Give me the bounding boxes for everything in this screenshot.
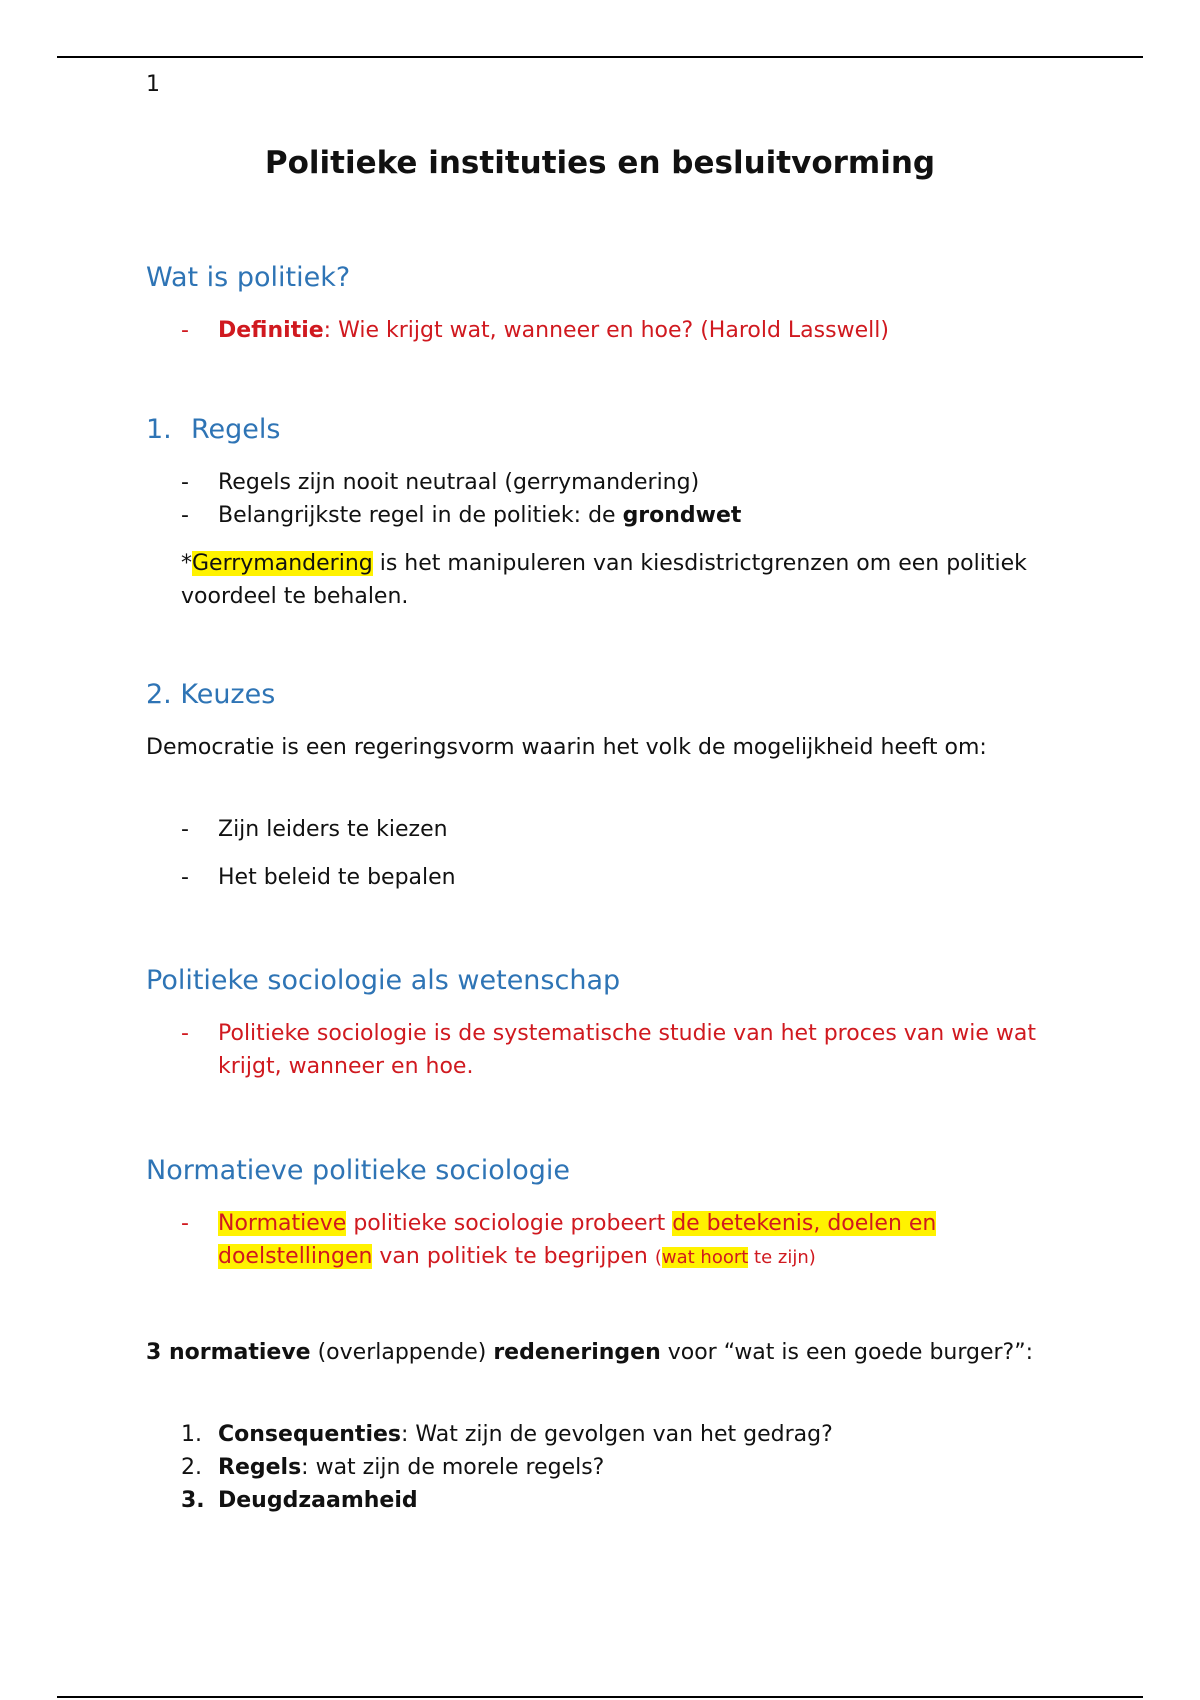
list-item-text: Zijn leiders te kiezen	[218, 817, 448, 842]
list-item-text: Belangrijkste regel in de politiek: de	[218, 503, 623, 528]
bullet-dash: -	[181, 865, 189, 890]
gerrymandering-term: Gerrymandering	[192, 551, 373, 576]
grondwet-term: grondwet	[622, 503, 742, 528]
heading-wat-is-politiek: Wat is politiek?	[146, 262, 351, 293]
item-bold: Deugdzaamheid	[218, 1488, 418, 1513]
wat-hoort-highlight: wat hoort	[661, 1247, 749, 1268]
item-text: : Wat zijn de gevolgen van het gedrag?	[401, 1422, 833, 1447]
heading-regels	[146, 412, 280, 448]
bullet-dash: -	[181, 503, 189, 528]
bullet-dash: -	[181, 470, 189, 495]
page-number: 1	[146, 72, 160, 97]
keuzes-intro: Democratie is een regeringsvorm waarin het volk de mogelijkheid heeft om:	[146, 735, 987, 760]
bullet-dash: -	[181, 817, 189, 842]
intro-bold-1: 3 normatieve	[146, 1340, 311, 1365]
bullet-dash: -	[181, 1211, 189, 1236]
footer-rule	[57, 1696, 1143, 1698]
heading-regels-number: 1.	[146, 414, 172, 445]
normatieve-term: Normatieve	[218, 1211, 347, 1236]
betekenis-highlight: de betekenis, doelen en doelstellingen	[218, 1211, 937, 1269]
bullet-dash: -	[181, 318, 189, 343]
definitie-text: : Wie krijgt wat, wanneer en hoe? (Harold Lasswell)	[323, 318, 889, 343]
note-text: is het manipuleren van kiesdistrictgrenzen om een politiek voordeel te behalen.	[181, 551, 1027, 609]
list-item-regels-1	[181, 466, 1051, 499]
intro-text-2: voor “wat is een goede burger?”:	[660, 1340, 1034, 1365]
list-item-text: Regels zijn nooit neutraal (gerrymandering)	[218, 470, 700, 495]
intro-text-1: (overlappende)	[310, 1340, 494, 1365]
bullet-dash: -	[181, 1021, 189, 1046]
note-close-text: te zijn)	[748, 1247, 816, 1268]
item-bold: Regels	[218, 1455, 302, 1480]
heading-regels-text: Regels	[191, 414, 281, 445]
note-asterisk: *	[181, 551, 192, 576]
note-open-paren: (	[654, 1247, 662, 1268]
redeneringen-intro	[146, 1336, 1036, 1369]
list-item-regels	[181, 1451, 1051, 1484]
list-item-deugdzaamheid	[181, 1484, 1051, 1517]
heading-politieke-sociologie: Politieke sociologie als wetenschap	[146, 965, 621, 996]
normatieve-text-1: politieke sociologie probeert	[346, 1211, 673, 1236]
heading-keuzes: 2. Keuzes	[146, 679, 276, 710]
item-text: : wat zijn de morele regels?	[301, 1455, 605, 1480]
list-number: 1.	[181, 1422, 202, 1447]
page-title: Politieke instituties en besluitvorming	[264, 145, 936, 181]
list-item-consequenties	[181, 1418, 1051, 1451]
heading-normatieve-sociologie: Normatieve politieke sociologie	[146, 1155, 571, 1186]
gerrymandering-note	[181, 547, 1051, 613]
list-item-sociologie	[181, 1017, 1051, 1083]
list-item-text: Politieke sociologie is de systematische studie van het proces van wie wat krijgt, wanneer en hoe.	[218, 1021, 1036, 1079]
normatieve-text-2: van politiek te begrijpen	[372, 1244, 655, 1269]
definitie-label: Definitie	[218, 318, 324, 343]
list-item-definitie	[181, 314, 1051, 347]
list-number: 2.	[181, 1455, 202, 1480]
list-item-regels-2	[181, 499, 1051, 532]
header-rule	[57, 56, 1143, 58]
intro-bold-2: redeneringen	[493, 1340, 661, 1365]
item-bold: Consequenties	[218, 1422, 402, 1447]
list-item-normatieve	[181, 1207, 1051, 1274]
list-item-keuzes-1	[181, 813, 1051, 846]
list-item-text: Het beleid te bepalen	[218, 865, 456, 890]
list-item-keuzes-2	[181, 861, 1051, 894]
list-number: 3.	[181, 1488, 205, 1513]
